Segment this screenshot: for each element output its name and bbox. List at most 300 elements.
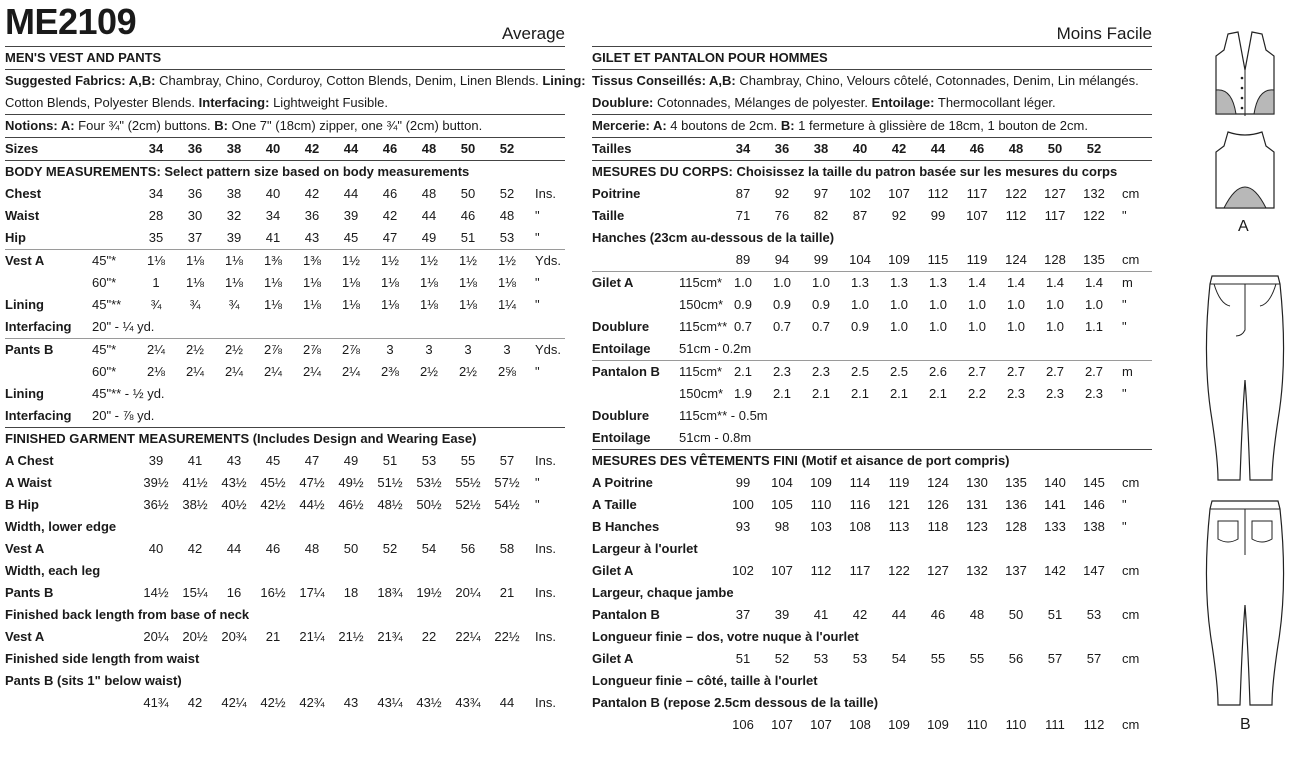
table-cell: 50 (343, 541, 359, 556)
table-cell: 0.7 (772, 319, 792, 334)
table-cell: 1.0 (889, 297, 909, 312)
table-cell: 53½ (416, 475, 442, 490)
table-cell: 2.1 (889, 386, 909, 401)
unit-label: Ins. (535, 695, 556, 710)
row-label: Interfacing (5, 408, 72, 423)
table-cell: 53 (421, 453, 437, 468)
table-cell: 56 (1008, 651, 1024, 666)
table-cell: 2¼ (224, 364, 244, 379)
table-cell: 2.5 (850, 364, 870, 379)
table-row (5, 361, 565, 383)
table-cell: 145 (1083, 475, 1105, 490)
table-cell: 133 (1044, 519, 1066, 534)
table-cell: 130 (966, 475, 988, 490)
size-cell: 44 (343, 141, 359, 156)
table-row (5, 516, 565, 538)
table-cell: 112 (1005, 208, 1027, 223)
table-row (592, 361, 1152, 383)
table-cell: 41 (187, 453, 203, 468)
table-cell: 1⅛ (419, 297, 439, 312)
size-cell: 34 (148, 141, 164, 156)
table-cell: 147 (1083, 563, 1105, 578)
table-row (5, 339, 565, 361)
table-row (592, 338, 1152, 360)
table-row (592, 427, 1152, 449)
row-label: B Hip (5, 497, 39, 512)
unit-label: " (535, 230, 540, 245)
table-cell: 45 (265, 453, 281, 468)
table-cell: 54 (891, 651, 907, 666)
table-cell: 40½ (221, 497, 247, 512)
table-cell: 36 (304, 208, 320, 223)
size-cell: 46 (969, 141, 985, 156)
table-cell: 21 (499, 585, 515, 600)
row-label: Vest A (5, 253, 45, 268)
table-cell: 2.3 (1084, 386, 1104, 401)
table-cell: 93 (735, 519, 751, 534)
table-cell: 47 (382, 230, 398, 245)
table-row (592, 714, 1152, 736)
table-cell: 34 (148, 186, 164, 201)
row-label: Waist (5, 208, 40, 223)
table-cell: 1⅛ (263, 297, 283, 312)
table-cell: 119 (966, 252, 988, 267)
table-cell: 124 (927, 475, 949, 490)
row-label: A Poitrine (592, 475, 653, 490)
row-label: Lining (5, 386, 44, 401)
row-label: Vest A (5, 541, 45, 556)
unit-label: " (1122, 519, 1127, 534)
table-cell: 49½ (338, 475, 364, 490)
unit-label: " (1122, 497, 1127, 512)
table-cell: 49 (421, 230, 437, 245)
table-cell: 55 (460, 453, 476, 468)
table-row (592, 582, 1152, 604)
size-cell: 52 (1086, 141, 1102, 156)
table-cell: 55½ (455, 475, 481, 490)
fabric-width: 115cm* (679, 364, 723, 379)
view-a-label: A (1238, 218, 1249, 235)
table-cell: 113 (888, 519, 910, 534)
interfacing-label: Interfacing: (195, 95, 270, 110)
table-cell: 36½ (143, 497, 169, 512)
table-cell: 58 (499, 541, 515, 556)
table-cell: 41 (265, 230, 281, 245)
table-cell: 102 (732, 563, 754, 578)
row-label: Pantalon B (592, 607, 660, 622)
size-cell: 38 (813, 141, 829, 156)
table-cell: 20¼ (455, 585, 481, 600)
table-cell: 1.0 (1006, 319, 1026, 334)
table-cell: 51½ (377, 475, 403, 490)
table-cell: 2.1 (928, 386, 948, 401)
table-cell: 1⅛ (224, 275, 244, 290)
table-cell: ¾ (150, 297, 162, 312)
table-cell: 22¼ (455, 629, 481, 644)
table-cell: 1⅛ (458, 297, 478, 312)
table-cell: 39 (148, 453, 164, 468)
table-row (5, 494, 565, 516)
row-label: A Taille (592, 497, 637, 512)
table-cell: 44 (226, 541, 242, 556)
table-cell: 1½ (380, 253, 400, 268)
table-cell: 52 (382, 541, 398, 556)
table-cell: 0.7 (733, 319, 753, 334)
row-label: Gilet A (592, 275, 634, 290)
table-cell: 2⅞ (302, 342, 322, 357)
table-cell: 1 (152, 275, 160, 290)
body-heading-fr: MESURES DU CORPS: Choisissez la taille du patron basée sur les mesures du corps (592, 160, 1152, 183)
table-cell: 1.0 (928, 297, 948, 312)
table-cell: 54½ (494, 497, 520, 512)
garment-title: MEN'S VEST AND PANTS (5, 50, 162, 65)
table-cell: 17¼ (299, 585, 325, 600)
table-cell: 1.0 (772, 275, 792, 290)
sizes-row (592, 138, 1152, 160)
table-cell: 1.4 (1006, 275, 1026, 290)
table-row (5, 472, 565, 494)
table-row (5, 604, 565, 626)
table-row (592, 272, 1152, 294)
english-panel (5, 0, 586, 714)
unit-label: " (1122, 208, 1127, 223)
table-cell: 52 (499, 186, 515, 201)
table-row (5, 227, 565, 249)
table-cell: 127 (927, 563, 949, 578)
table-cell: 44½ (299, 497, 325, 512)
table-cell: 122 (888, 563, 910, 578)
table-cell: ¾ (228, 297, 240, 312)
table-row (592, 626, 1152, 648)
table-cell: 50 (1008, 607, 1024, 622)
table-cell: 135 (1005, 475, 1027, 490)
table-cell: 2½ (185, 342, 205, 357)
table-row (592, 183, 1152, 205)
table-cell: 92 (891, 208, 907, 223)
table-cell: 2½ (458, 364, 478, 379)
table-cell: 52½ (455, 497, 481, 512)
table-cell: 50½ (416, 497, 442, 512)
table-cell: 1⅛ (341, 275, 361, 290)
table-cell: 109 (888, 252, 910, 267)
table-cell: 1⅛ (380, 275, 400, 290)
notions-line-fr (592, 114, 1152, 137)
size-cell: 38 (226, 141, 242, 156)
pants-back-drawing (1202, 495, 1288, 710)
table-cell: 2⅞ (341, 342, 361, 357)
table-cell: 55 (930, 651, 946, 666)
table-cell: 2.7 (1006, 364, 1026, 379)
table-cell: 137 (1005, 563, 1027, 578)
table-cell: 89 (735, 252, 751, 267)
table-row (5, 250, 565, 272)
table-row (592, 604, 1152, 626)
row-label: Finished back length from base of neck (5, 607, 250, 622)
lining-label: Lining: (538, 73, 586, 88)
fabric-width: 51cm - 0.8m (679, 430, 752, 445)
row-label: Entoilage (592, 430, 651, 445)
table-cell: 2¼ (146, 342, 166, 357)
table-cell: 117 (849, 563, 871, 578)
table-cell: 2⅜ (380, 364, 400, 379)
difficulty-label: Average (501, 24, 565, 43)
notions-text: Four ¾" (2cm) buttons. (74, 118, 215, 133)
sizes-table (5, 137, 565, 160)
size-cell: 40 (852, 141, 868, 156)
finished-table-fr (592, 472, 1152, 736)
table-cell: 42¾ (299, 695, 325, 710)
table-cell: 2.1 (772, 386, 792, 401)
size-cell: 40 (265, 141, 281, 156)
table-cell: 21¾ (377, 629, 403, 644)
unit-label: cm (1122, 607, 1140, 622)
notions-b-text-fr: 1 fermeture à glissière de 18cm, 1 bouton de 2cm. (794, 118, 1088, 133)
difficulty-label-fr: Moins Facile (1056, 24, 1152, 43)
unit-label: cm (1122, 252, 1140, 267)
table-cell: 42½ (260, 497, 286, 512)
table-cell: 47 (304, 453, 320, 468)
fabric-width: 20" - ¼ yd. (92, 319, 155, 334)
pants-yardage-table (5, 338, 565, 427)
table-cell: 20¾ (221, 629, 247, 644)
vest-front-drawing (1210, 30, 1280, 120)
size-cell: 42 (304, 141, 320, 156)
view-b-label: B (1240, 716, 1251, 733)
unit-label: cm (1122, 563, 1140, 578)
table-cell: 110 (1005, 717, 1027, 732)
finished-table (5, 450, 565, 714)
row-label: Interfacing (5, 319, 72, 334)
table-cell: 43 (304, 230, 320, 245)
table-cell: 135 (1083, 252, 1105, 267)
table-cell: 53 (852, 651, 868, 666)
table-cell: 2¼ (263, 364, 283, 379)
row-label: Finished side length from waist (5, 651, 200, 666)
row-label: Pants B (5, 585, 54, 600)
table-cell: 15¼ (182, 585, 208, 600)
table-cell: 2.1 (733, 364, 753, 379)
unit-label: " (535, 208, 540, 223)
size-cell: 44 (930, 141, 946, 156)
table-cell: 2.7 (1045, 364, 1065, 379)
table-cell: 2.2 (967, 386, 987, 401)
table-cell: 110 (966, 717, 988, 732)
table-cell: 117 (966, 186, 988, 201)
table-cell: 46 (930, 607, 946, 622)
table-cell: 42 (852, 607, 868, 622)
table-cell: 48 (499, 208, 515, 223)
table-cell: 30 (187, 208, 203, 223)
table-cell: 141 (1044, 497, 1066, 512)
row-label: Pantalon B (592, 364, 660, 379)
table-cell: 38 (226, 186, 242, 201)
fabrics-text-fr: Chambray, Chino, Velours côtelé, Cotonnades, Denim, Lin mélangés. (735, 73, 1139, 88)
lining-text-fr: Cotonnades, Mélanges de polyester. (653, 95, 872, 110)
table-cell: 48 (304, 541, 320, 556)
size-cell: 48 (421, 141, 437, 156)
table-cell: 48 (421, 186, 437, 201)
table-cell: 47½ (299, 475, 325, 490)
size-cell: 52 (499, 141, 515, 156)
header (5, 0, 565, 47)
table-cell: 87 (852, 208, 868, 223)
table-cell: 109 (927, 717, 949, 732)
table-cell: 54 (421, 541, 437, 556)
table-cell: 122 (1005, 186, 1027, 201)
fabric-width: 20" - ⅞ yd. (92, 408, 155, 423)
fabrics-line-2 (5, 92, 565, 114)
table-cell: 94 (774, 252, 790, 267)
table-cell: 42¼ (221, 695, 247, 710)
table-cell: 118 (927, 519, 949, 534)
row-label: Width, each leg (5, 563, 101, 578)
table-cell: 104 (849, 252, 871, 267)
fabrics-text: Chambray, Chino, Corduroy, Cotton Blends, Denim, Linen Blends. (155, 73, 539, 88)
table-cell: 42 (304, 186, 320, 201)
table-cell: 2.7 (967, 364, 987, 379)
size-cell: 34 (735, 141, 751, 156)
notions-label: Notions: A: (5, 118, 75, 133)
unit-label: cm (1122, 475, 1140, 490)
table-cell: 82 (813, 208, 829, 223)
unit-label: Yds. (535, 342, 562, 357)
table-cell: 18¾ (377, 585, 403, 600)
interfacing-label-fr: Entoilage: (871, 95, 935, 110)
table-cell: 43 (343, 695, 359, 710)
table-cell: 56 (460, 541, 476, 556)
table-cell: 122 (1083, 208, 1105, 223)
table-row (592, 560, 1152, 582)
row-label: Poitrine (592, 186, 641, 201)
table-cell: 39½ (143, 475, 169, 490)
table-cell: 2¼ (185, 364, 205, 379)
body-heading: BODY MEASUREMENTS: Select pattern size based on body measurements (5, 160, 565, 183)
row-label: Gilet A (592, 651, 634, 666)
table-cell: 21 (265, 629, 281, 644)
table-row (5, 648, 565, 670)
table-cell: 43 (226, 453, 242, 468)
table-row (592, 692, 1152, 714)
table-cell: 1.0 (1084, 297, 1104, 312)
table-cell: 44 (343, 186, 359, 201)
table-cell: 1.0 (967, 297, 987, 312)
row-label: A Waist (5, 475, 52, 490)
size-cell: 46 (382, 141, 398, 156)
unit-label: Ins. (535, 585, 556, 600)
row-label: Hip (5, 230, 26, 245)
size-cell: 36 (774, 141, 790, 156)
row-label: Pantalon B (repose 2.5cm dessous de la taille) (592, 695, 879, 710)
table-cell: 107 (771, 717, 793, 732)
table-cell: 14½ (143, 585, 169, 600)
table-cell: 35 (148, 230, 164, 245)
table-cell: 138 (1083, 519, 1105, 534)
row-label: Entoilage (592, 341, 651, 356)
table-cell: 49 (343, 453, 359, 468)
table-cell: 53 (1086, 607, 1102, 622)
unit-label: " (535, 364, 540, 379)
table-cell: 1⅛ (341, 297, 361, 312)
table-cell: 1⅛ (380, 297, 400, 312)
table-cell: 34 (265, 208, 281, 223)
table-row (5, 316, 565, 338)
unit-label: Yds. (535, 253, 562, 268)
table-row (592, 205, 1152, 227)
table-cell: 1.0 (733, 275, 753, 290)
table-cell: 57 (1047, 651, 1063, 666)
table-cell: 107 (810, 717, 832, 732)
unit-label: m (1122, 275, 1133, 290)
row-label: Largeur, chaque jambe (592, 585, 734, 600)
body-table (5, 183, 565, 249)
unit-label: Ins. (535, 541, 556, 556)
table-cell: 20½ (182, 629, 208, 644)
garment-title-fr: GILET ET PANTALON POUR HOMMES (592, 50, 828, 65)
table-cell: 2.3 (1045, 386, 1065, 401)
table-cell: 19½ (416, 585, 442, 600)
table-cell: 45 (343, 230, 359, 245)
table-row (592, 670, 1152, 692)
table-row (5, 626, 565, 648)
table-cell: 3 (425, 342, 433, 357)
table-cell: 3 (503, 342, 511, 357)
table-cell: 18 (343, 585, 359, 600)
row-label: Vest A (5, 629, 45, 644)
vest-yardage-table (5, 249, 565, 338)
table-row (592, 316, 1152, 338)
row-label: Pants B (5, 342, 54, 357)
size-cell: 36 (187, 141, 203, 156)
table-cell: 39 (226, 230, 242, 245)
unit-label: " (535, 275, 540, 290)
table-cell: 2.3 (811, 364, 831, 379)
table-cell: 110 (810, 497, 832, 512)
table-cell: 52 (774, 651, 790, 666)
table-cell: 43¾ (455, 695, 481, 710)
table-cell: 98 (774, 519, 790, 534)
table-cell: 44 (499, 695, 515, 710)
fabric-width: 45"** (92, 297, 122, 312)
row-label: Largeur à l'ourlet (592, 541, 698, 556)
table-cell: 1⅛ (185, 253, 205, 268)
fabric-width: 150cm* (679, 297, 724, 312)
table-cell: 136 (1005, 497, 1027, 512)
table-cell: 132 (1083, 186, 1105, 201)
unit-label: " (1122, 297, 1127, 312)
table-row (592, 494, 1152, 516)
row-label: Longueur finie – côté, taille à l'ourlet (592, 673, 818, 688)
table-cell: 1¼ (497, 297, 517, 312)
row-label: A Chest (5, 453, 54, 468)
fabrics-label-fr: Tissus Conseillés: A,B: (592, 73, 736, 88)
table-cell: 3 (464, 342, 472, 357)
table-row (5, 405, 565, 427)
table-row (5, 582, 565, 604)
table-cell: 0.9 (850, 319, 870, 334)
table-cell: 0.9 (811, 297, 831, 312)
row-label: Chest (5, 186, 42, 201)
table-cell: 1⅜ (302, 253, 322, 268)
table-cell: 128 (1044, 252, 1066, 267)
finished-heading-fr: MESURES DES VÊTEMENTS FINI (Motif et aisance de port compris) (592, 449, 1152, 472)
table-cell: 45½ (260, 475, 286, 490)
table-cell: 0.9 (733, 297, 753, 312)
table-cell: 1.4 (1084, 275, 1104, 290)
table-cell: 99 (930, 208, 946, 223)
fabrics-label: Suggested Fabrics: A,B: (5, 73, 156, 88)
fabric-width: 115cm* (679, 275, 723, 290)
table-cell: 43½ (221, 475, 247, 490)
